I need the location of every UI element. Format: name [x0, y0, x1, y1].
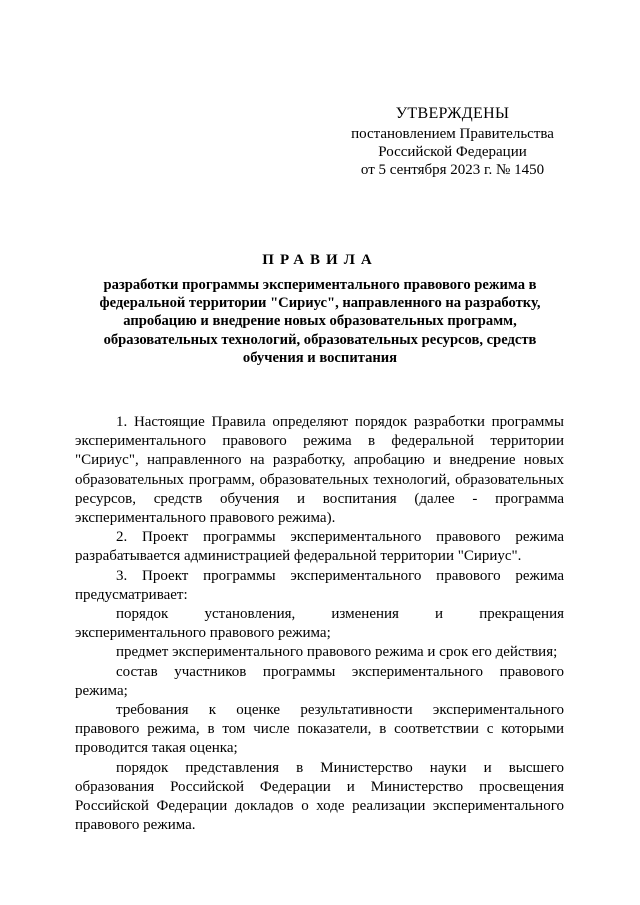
- approval-line-2: Российской Федерации: [378, 144, 527, 160]
- approval-heading: УТВЕРЖДЕНЫ: [395, 105, 510, 122]
- document-subtitle: разработки программы экспериментального правового режима в федеральной территории "Сириус", направленного на разработку, апробацию и внедрение новых образовательных программ, образовательных технологий, образовательных ресурсов, средств обучения и воспитания: [99, 277, 541, 366]
- paragraph-8: порядок представления в Министерство науки и высшего образования Российской Федерации и Министерство просвещения Российской Федерации докладов о ходе реализации экспериментального правового режима.: [75, 759, 564, 834]
- paragraph-3: 3. Проект программы экспериментального правового режима предусматривает:: [75, 567, 564, 603]
- paragraph-5: предмет экспериментального правового режима и срок его действия;: [116, 644, 558, 661]
- document-title: ПРАВИЛА: [262, 252, 378, 268]
- document-body: [75, 413, 564, 835]
- approval-block: [340, 103, 565, 179]
- paragraph-1: 1. Настоящие Правила определяют порядок разработки программы экспериментального правового режима в федеральной территории "Сириус", направленного на разработку, апробацию и внедрение новых образовательных программ, образовательных технологий, образовательных ресурсов, средств обучения и воспитания (далее - программа экспериментального правового режима).: [75, 414, 564, 527]
- approval-line-3: от 5 сентября 2023 г. № 1450: [360, 162, 545, 178]
- paragraph-4: порядок установления, изменения и прекращения экспериментального правового режима;: [75, 606, 564, 642]
- approval-line-1: постановлением Правительства: [351, 126, 554, 142]
- paragraph-2: 2. Проект программы экспериментального правового режима разрабатывается администрацией федеральной территории "Сириус".: [75, 529, 564, 565]
- paragraph-6: состав участников программы экспериментального правового режима;: [75, 663, 564, 699]
- paragraph-7: требования к оценке результативности экспериментального правового режима, в том числе показатели, в соответствии с которыми проводится такая оценка;: [75, 702, 564, 757]
